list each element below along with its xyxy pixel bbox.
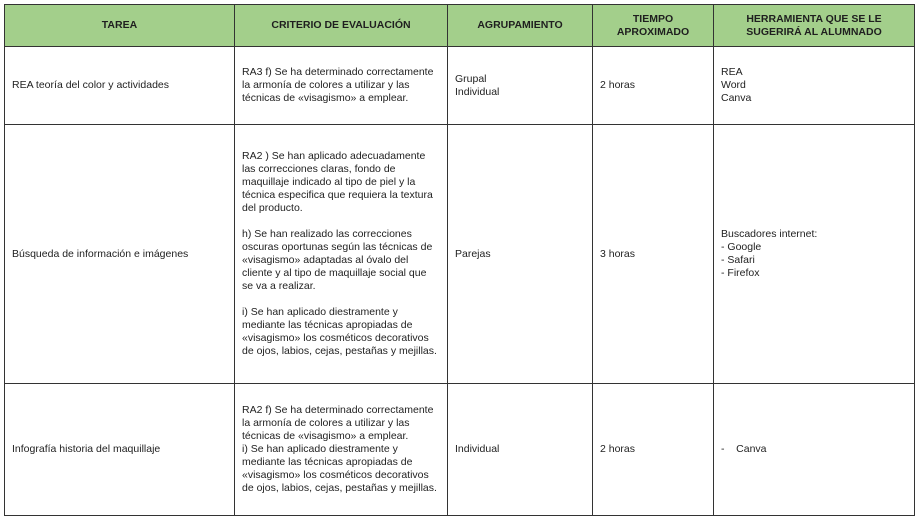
table-row <box>5 125 915 384</box>
cell-tarea: Infografía historia del maquillaje <box>5 384 235 516</box>
cell-tiempo: 2 horas <box>593 47 714 125</box>
cell-agrupamiento <box>448 125 593 384</box>
herramienta-line: - Safari <box>721 254 755 266</box>
criterio-text: h) Se han realizado las correcciones oscuras oportunas según las técnicas de «visagismo» adaptadas al óvalo del cliente y al tipo de maquillaje social que se va a realizar. <box>242 228 433 292</box>
cell-agrupamiento <box>448 384 593 516</box>
herramienta-line: Buscadores internet: <box>721 228 818 240</box>
criterio-text: i) Se han aplicado diestramente y mediante las técnicas apropiadas de «visagismo» los cosméticos decorativos de ojos, labios, cejas, pestañas y mejillas. <box>242 443 437 494</box>
herramienta-line: Canva <box>721 92 752 104</box>
cell-herramienta <box>714 125 915 384</box>
herramienta-line: Word <box>721 79 746 91</box>
herramienta-line: REA <box>721 66 743 78</box>
criterio-text: RA3 f) Se ha determinado correctamente la armonía de colores a utilizar y las técnicas de «visagismo» a emplear. <box>242 66 434 104</box>
header-tarea: TAREA <box>5 5 235 47</box>
header-tiempo: TIEMPO APROXIMADO <box>593 5 714 47</box>
table-row <box>5 384 915 516</box>
cell-tarea: Búsqueda de información e imágenes <box>5 125 235 384</box>
cell-criterio <box>235 125 448 384</box>
criterio-text: i) Se han aplicado diestramente y mediante las técnicas apropiadas de «visagismo» los cosméticos decorativos de ojos, labios, cejas, pestañas y mejillas. <box>242 306 437 357</box>
agrupamiento-line: Grupal <box>455 72 487 85</box>
table-row <box>5 47 915 125</box>
cell-tarea: REA teoría del color y actividades <box>5 47 235 125</box>
herramienta-line: - Google <box>721 241 762 253</box>
header-row <box>5 5 915 47</box>
cell-herramienta <box>714 384 915 516</box>
herramienta-line: - Firefox <box>721 267 760 279</box>
criterio-text: RA2 f) Se ha determinado correctamente la armonía de colores a utilizar y las técnicas de «visagismo» a emplear. <box>242 404 434 442</box>
cell-criterio <box>235 384 448 516</box>
header-agrupamiento: AGRUPAMIENTO <box>448 5 593 47</box>
agrupamiento-line: Individual <box>455 85 500 98</box>
cell-tiempo: 3 horas <box>593 125 714 384</box>
criterio-text: RA2 ) Se han aplicado adecuadamente las correcciones claras, fondo de maquillaje indicado al tipo de piel y la técnica especifica que requiera la textura del producto. <box>242 150 433 214</box>
agrupamiento-line: Individual <box>455 443 500 455</box>
header-criterio: CRITERIO DE EVALUACIÓN <box>235 5 448 47</box>
cell-herramienta <box>714 47 915 125</box>
cell-criterio <box>235 47 448 125</box>
planning-table <box>4 4 915 516</box>
agrupamiento-line: Parejas <box>455 247 491 260</box>
cell-tiempo: 2 horas <box>593 384 714 516</box>
header-herramienta: HERRAMIENTA QUE SE LE SUGERIRÁ AL ALUMNADO <box>714 5 915 47</box>
herramienta-line: - Canva <box>721 443 767 455</box>
cell-agrupamiento <box>448 47 593 125</box>
